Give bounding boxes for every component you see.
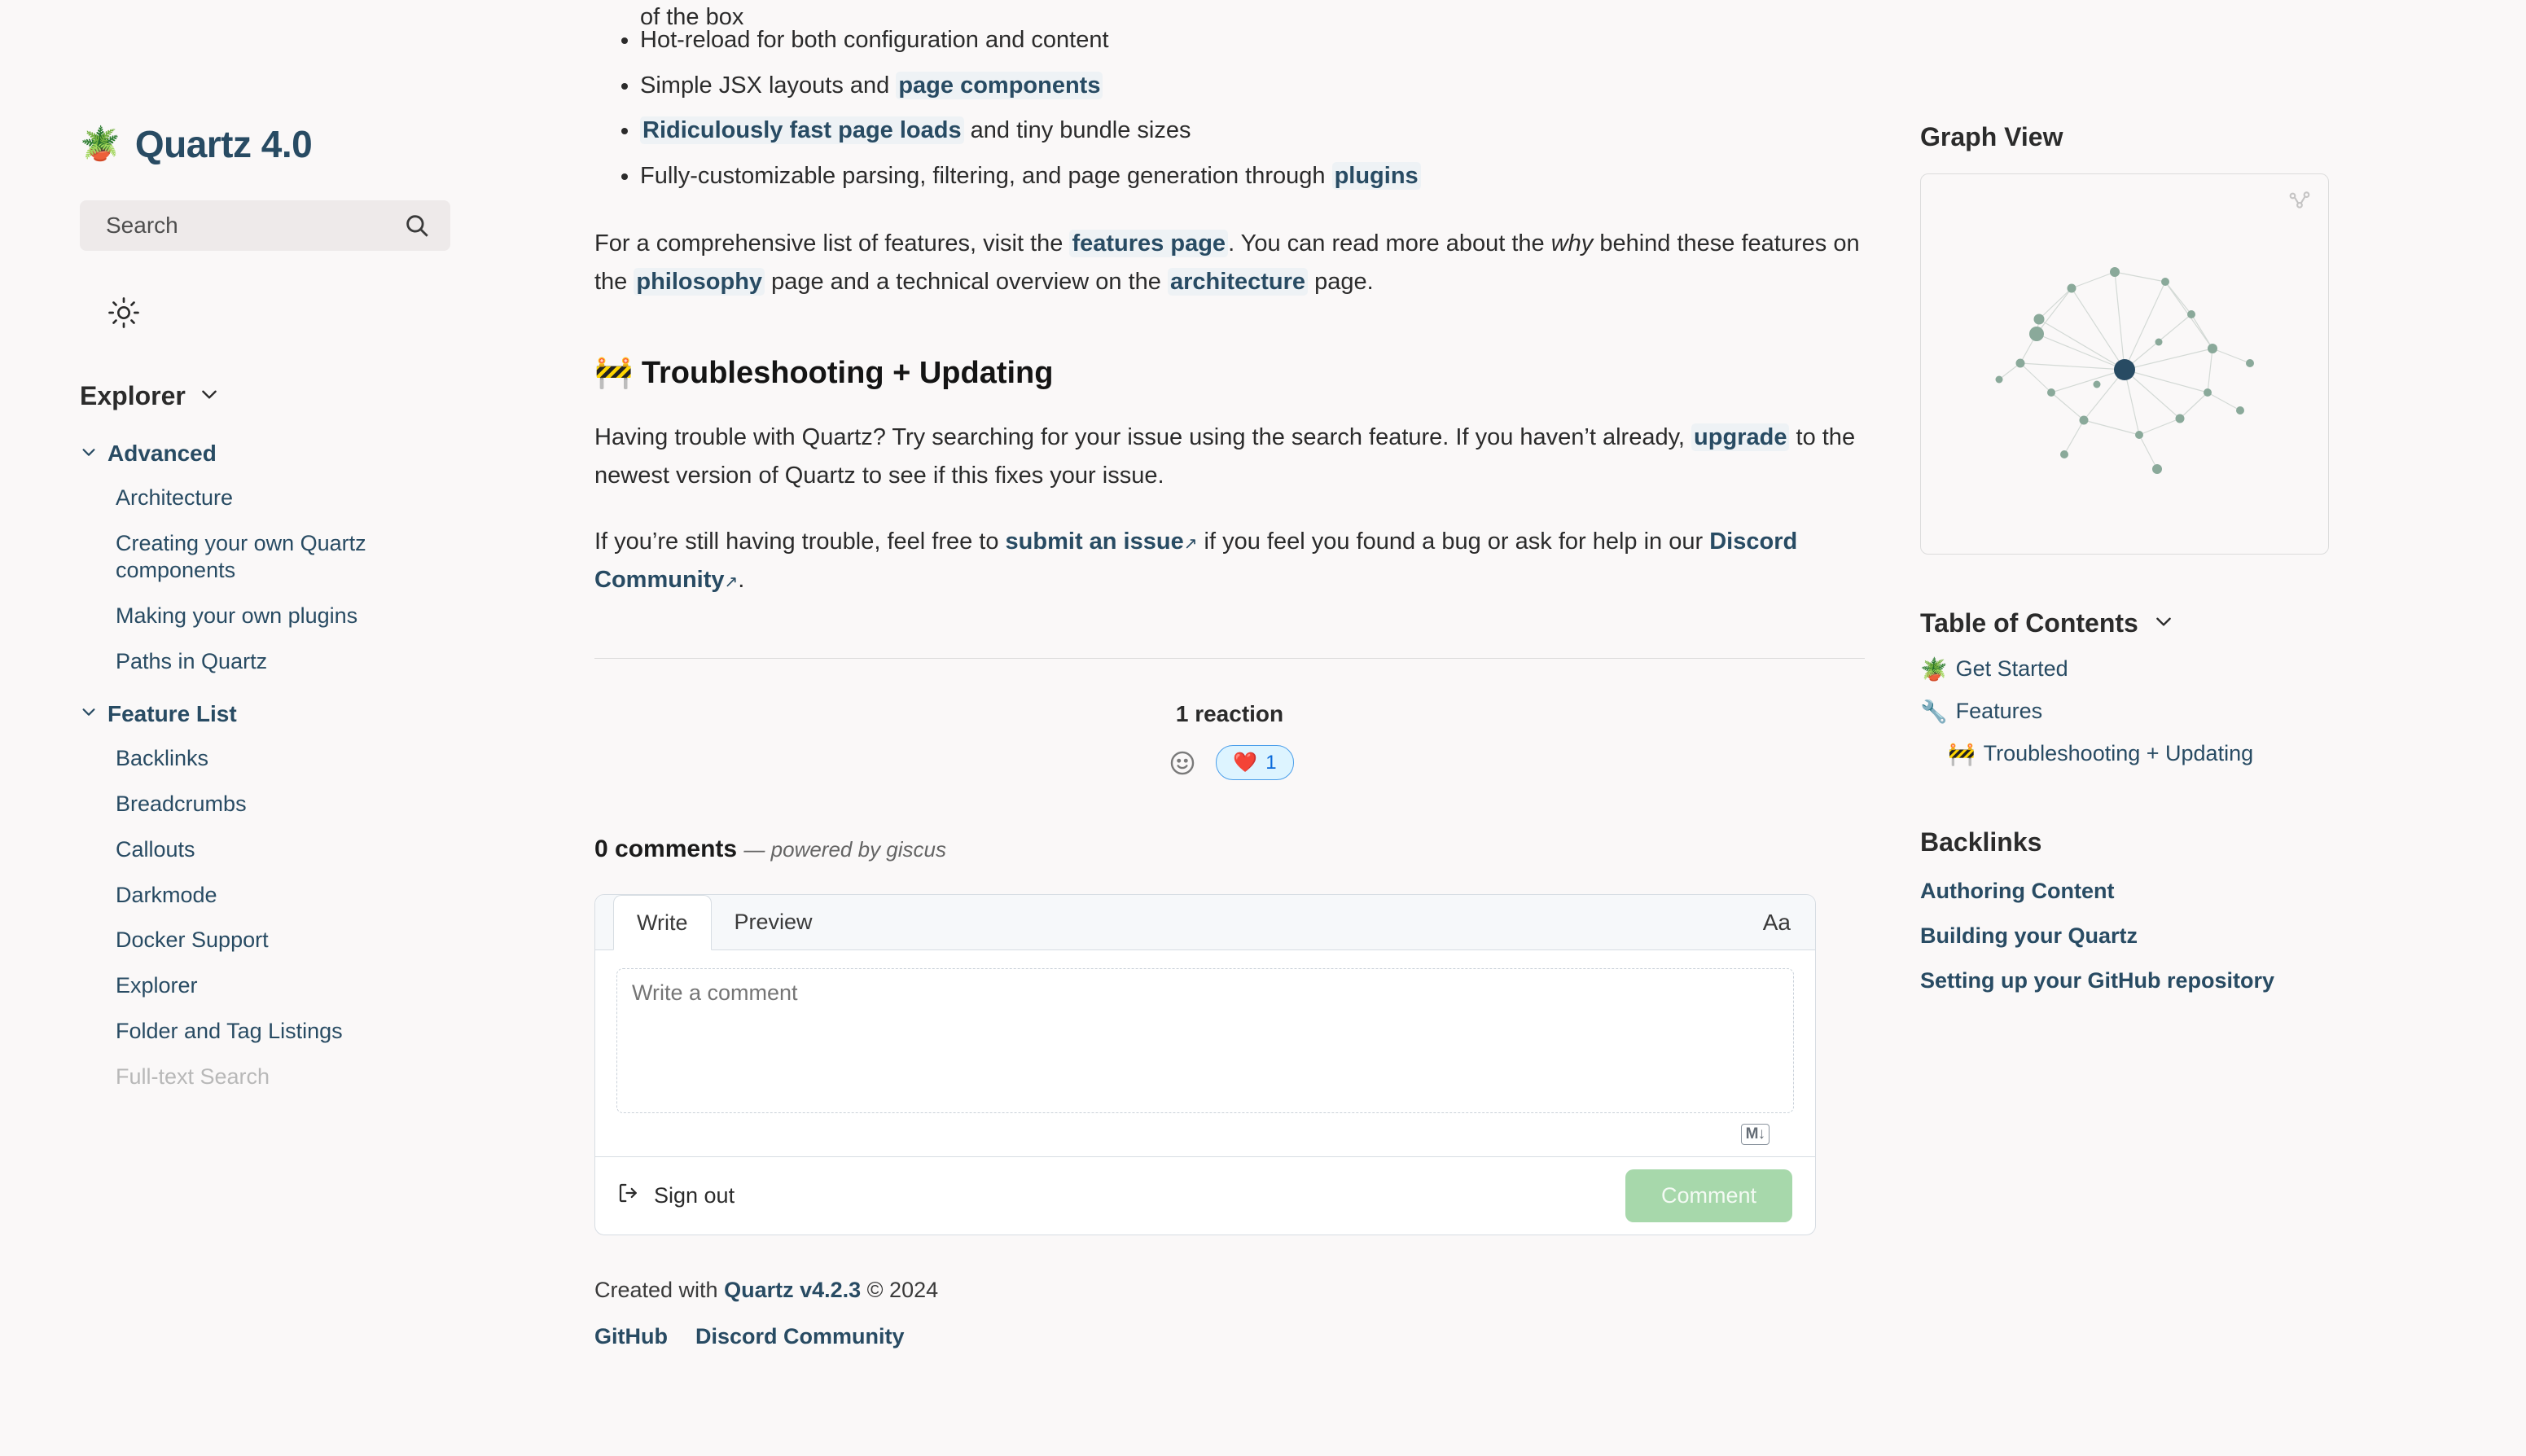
main-content [594,0,1865,1349]
comments-header [594,835,1865,863]
link-ridiculously-fast-page-loads[interactable]: Ridiculously fast page loads [640,116,964,144]
toc-item-features[interactable] [1920,699,2376,725]
explorer-folder-feature-list[interactable] [80,701,570,727]
expand-graph-icon[interactable] [2286,189,2313,221]
comment-input[interactable] [616,968,1794,1113]
plant-icon: 🪴 [1920,657,1948,682]
heart-icon: ❤️ [1233,752,1258,774]
paragraph-text: Having trouble with Quartz? Try searching for your issue using the search feature. If you haven’t already, [594,424,1692,451]
wrench-icon: 🔧 [1920,699,1948,724]
toc-title: Table of Contents [1920,608,2138,638]
search-placeholder: Search [106,213,178,238]
sign-out-icon [616,1181,641,1211]
darkmode-toggle[interactable] [103,292,145,334]
chevron-down-icon [2153,611,2174,636]
list-item-text: Simple JSX layouts and [640,72,897,99]
format-toggle-button[interactable]: Aa [1762,909,1791,935]
sign-out-label: Sign out [654,1183,735,1208]
search-icon [403,212,431,239]
sidebar-item-creating-your-own-quartz-components[interactable]: Creating your own Quartz components [116,530,366,582]
sidebar-item-breadcrumbs[interactable]: Breadcrumbs [116,791,247,816]
link-submit-an-issue[interactable]: submit an issue [1005,528,1184,555]
backlink-building-your-quartz[interactable]: Building your Quartz [1920,923,2138,948]
external-link-icon: ↗ [1183,535,1198,554]
link-quartz-version[interactable]: Quartz v4.2.3 [724,1278,862,1303]
sidebar-item-folder-and-tag-listings[interactable]: Folder and Tag Listings [116,1019,343,1044]
graph-view[interactable] [1920,173,2329,555]
external-link-icon: ↗ [724,573,739,592]
tab-write[interactable]: Write [613,895,712,950]
footer-links [594,1324,1865,1349]
backlink-authoring-content[interactable]: Authoring Content [1920,879,2115,903]
paragraph-text: if you feel you found a bug or ask for help in our [1197,528,1710,555]
list-item [640,110,1865,152]
toc-item-troubleshooting-updating[interactable] [1948,741,2376,767]
graph-current-node [2114,359,2135,380]
paragraph-text: page and a technical overview on the [765,269,1168,296]
backlinks-title: Backlinks [1920,827,2042,857]
toc-item-label: Troubleshooting + Updating [1983,741,2254,765]
sidebar-item-full-text-search[interactable]: Full-text Search [116,1064,270,1090]
markdown-icon: M↓ [1741,1124,1770,1145]
sidebar-item-docker-support[interactable]: Docker Support [116,928,269,953]
site-title-row[interactable] [80,122,570,166]
sidebar-item-architecture[interactable]: Architecture [116,485,234,510]
comment-tabs [595,895,1815,950]
plant-icon: 🪴 [80,126,121,162]
toc-item-get-started[interactable] [1920,656,2376,682]
link-plugins[interactable]: plugins [1332,162,1421,190]
sign-out-button[interactable] [616,1181,735,1211]
graph-view-title: Graph View [1920,122,2063,151]
page-title: Quartz 4.0 [134,123,313,165]
sidebar-item-paths-in-quartz[interactable]: Paths in Quartz [116,648,268,673]
toc-item-label: Get Started [1955,656,2068,681]
sidebar-item-callouts[interactable]: Callouts [116,836,195,862]
paragraph-text: to the newest version of Quartz to see if this fixes your issue. [594,424,1856,489]
section-heading-troubleshooting [594,355,1865,391]
paragraph-troubleshooting [594,419,1865,495]
reaction-count: 1 reaction [1175,701,1284,727]
chevron-down-icon [80,443,98,465]
feature-list [594,20,1865,197]
reaction-row [594,745,1865,780]
paragraph-text: . You can read more about the [1228,230,1551,257]
page-footer [594,1278,1865,1349]
comment-submit-button[interactable]: Comment [1625,1169,1792,1222]
paragraph-text: . [738,567,745,594]
paragraph-submit-issue [594,523,1865,599]
link-upgrade[interactable]: upgrade [1691,423,1789,451]
construction-icon: 🚧 [594,356,634,391]
toc-item-label: Features [1955,699,2043,723]
list-item [640,156,1865,198]
paragraph-text: If you’re still having trouble, feel free to [594,528,1006,555]
paragraph-text: behind these features on the [594,230,1860,296]
section-heading-text: Troubleshooting + Updating [641,356,1054,391]
explorer-folder-label: Feature List [107,700,237,726]
paragraph-text: For a comprehensive list of features, visit the [594,230,1070,257]
list-item-text: and tiny bundle sizes [963,117,1191,144]
reaction-heart-button[interactable] [1216,745,1293,780]
emphasis-why: why [1550,230,1594,257]
sidebar-item-backlinks[interactable]: Backlinks [116,745,209,770]
paragraph-features [594,225,1865,301]
comments-count: 0 comments [594,835,738,863]
chevron-down-icon [80,703,98,725]
sidebar-item-darkmode[interactable]: Darkmode [116,882,217,907]
backlink-setting-up-your-github-repository[interactable]: Setting up your GitHub repository [1920,968,2275,993]
link-philosophy[interactable]: philosophy [634,268,765,296]
link-page-components[interactable]: page components [896,72,1103,99]
explorer-folder-advanced[interactable] [80,441,570,467]
explorer-header[interactable] [80,381,570,411]
link-features-page[interactable]: features page [1069,230,1228,257]
list-item [640,20,1865,62]
explorer-folder-label: Advanced [107,441,217,466]
clipped-feature-text: of the box [640,4,744,30]
link-architecture[interactable]: architecture [1168,268,1308,296]
sidebar-item-making-your-own-plugins[interactable]: Making your own plugins [116,603,358,628]
link-discord-community[interactable]: Discord Community [594,528,1798,594]
comment-footer [595,1156,1815,1235]
construction-icon: 🚧 [1948,742,1976,766]
right-sidebar [1920,122,2376,1013]
left-sidebar [0,0,570,1456]
list-item-text: Fully-customizable parsing, filtering, and page generation through [640,162,1332,189]
list-item [640,65,1865,107]
divider [594,658,1865,659]
sidebar-item-explorer[interactable]: Explorer [116,973,198,998]
tab-preview[interactable]: Preview [734,910,813,935]
markdown-row [616,1117,1794,1156]
comment-box [594,894,1816,1235]
list-item-text: Hot-reload for both configuration and content [640,27,1109,53]
graph-canvas [1921,174,2330,555]
footer-copyright: © 2024 [861,1278,939,1303]
emoji-smile-icon[interactable] [1165,746,1199,780]
reaction-pill-count: 1 [1265,751,1277,774]
chevron-down-icon [199,384,220,409]
search-input[interactable] [80,200,450,251]
paragraph-text: page. [1308,269,1374,296]
footer-created-with: Created with [594,1278,725,1303]
link-github[interactable]: GitHub [594,1324,668,1349]
toc-header[interactable] [1920,608,2376,638]
explorer-title: Explorer [80,381,186,410]
link-discord-community-footer[interactable]: Discord Community [695,1324,905,1349]
comments-powered-by: — powered by giscus [743,837,946,862]
comment-area [595,950,1815,1156]
